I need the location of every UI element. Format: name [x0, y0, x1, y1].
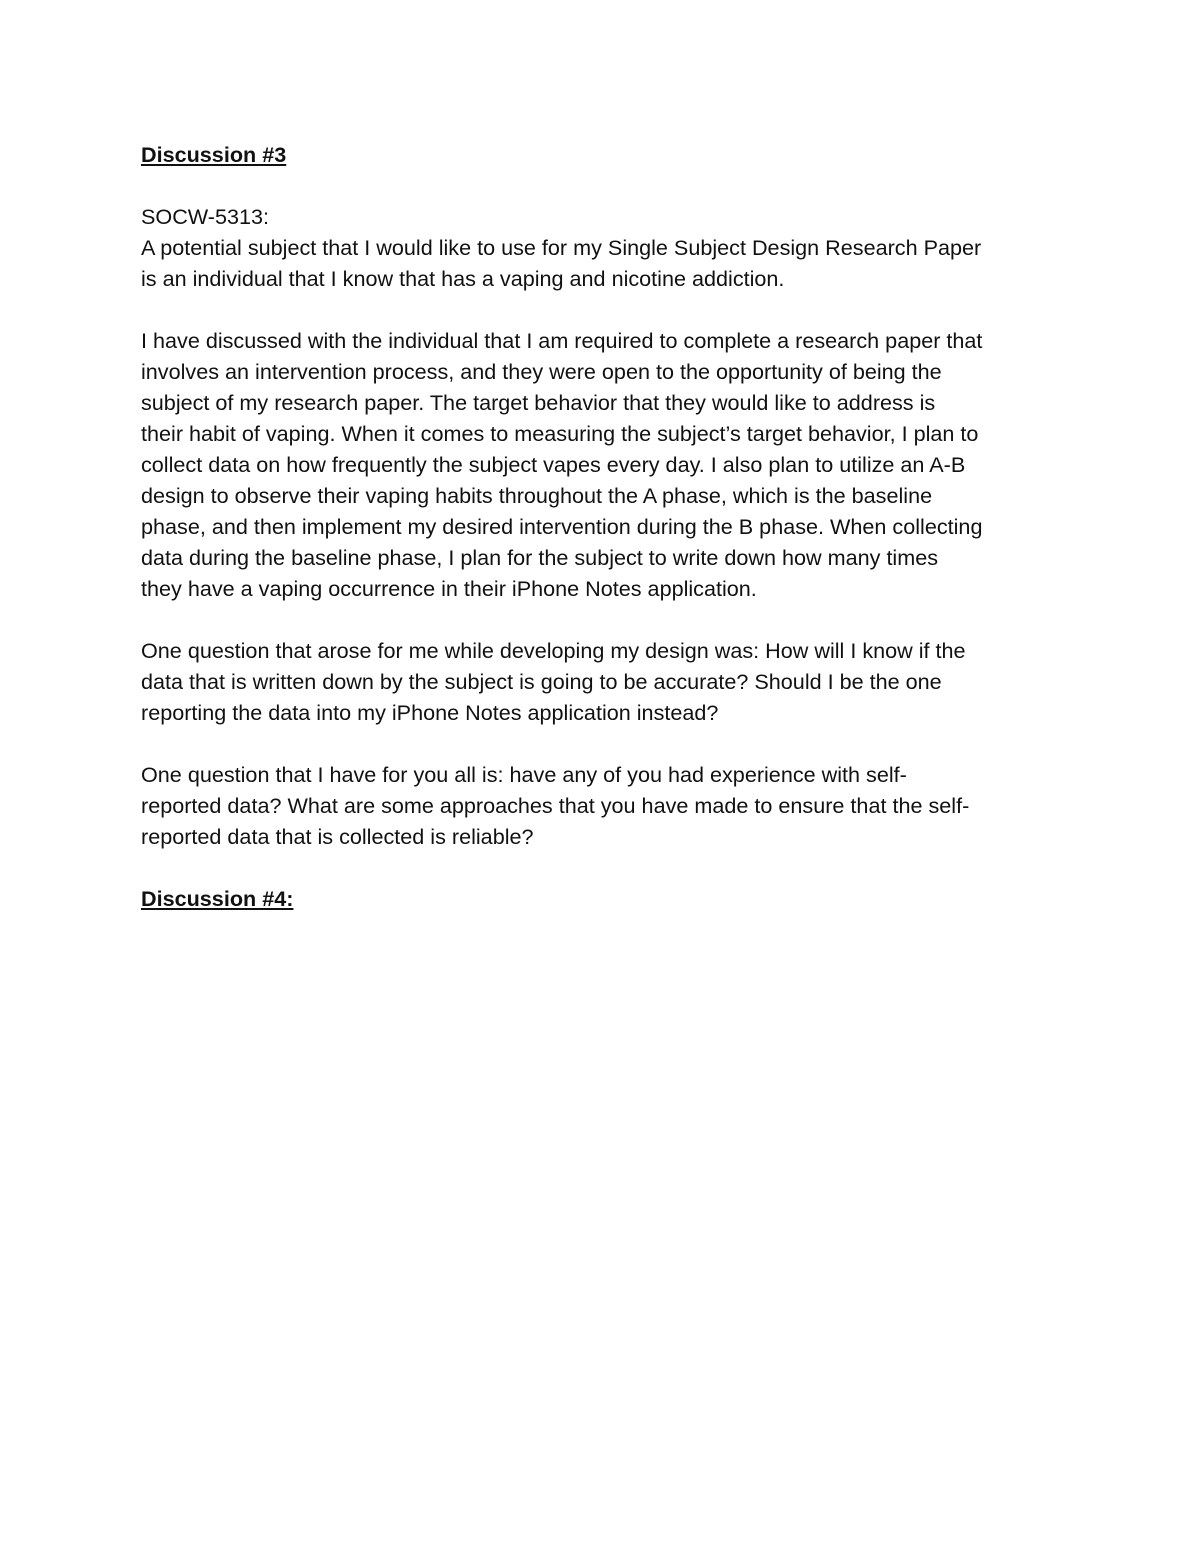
- paragraph-question-accuracy: [141, 635, 1076, 728]
- document-body: [141, 139, 1076, 914]
- heading-discussion-4: Discussion #4:: [141, 886, 294, 911]
- spacer: [141, 604, 1076, 635]
- paragraph-question-self-report: [141, 759, 1076, 852]
- text-line: data during the baseline phase, I plan for the subject to write down how many times: [141, 545, 939, 570]
- text-line: design to observe their vaping habits throughout the A phase, which is the baseline: [141, 483, 933, 508]
- spacer: [141, 170, 1076, 201]
- paragraph-intervention: [141, 325, 1076, 604]
- text-line: involves an intervention process, and they were open to the opportunity of being the: [141, 359, 942, 384]
- text-line: I have discussed with the individual that I am required to complete a research paper that: [141, 328, 983, 353]
- text-line: subject of my research paper. The target behavior that they would like to address is: [141, 390, 936, 415]
- text-line: they have a vaping occurrence in their iPhone Notes application.: [141, 576, 757, 601]
- heading-discussion-3: Discussion #3: [141, 142, 287, 167]
- text-line: is an individual that I know that has a vaping and nicotine addiction.: [141, 266, 785, 291]
- text-line: A potential subject that I would like to use for my Single Subject Design Research Paper: [141, 235, 982, 260]
- text-line: data that is written down by the subject is going to be accurate? Should I be the one: [141, 669, 942, 694]
- spacer: [141, 294, 1076, 325]
- text-line: One question that arose for me while developing my design was: How will I know if the: [141, 638, 966, 663]
- spacer: [141, 852, 1076, 883]
- text-line: their habit of vaping. When it comes to measuring the subject’s target behavior, I plan to: [141, 421, 979, 446]
- text-line: reporting the data into my iPhone Notes application instead?: [141, 700, 719, 725]
- text-line: reported data that is collected is reliable?: [141, 824, 534, 849]
- course-code: SOCW-5313:: [141, 204, 270, 229]
- text-line: phase, and then implement my desired intervention during the B phase. When collecting: [141, 514, 983, 539]
- paragraph-subject: [141, 232, 1076, 294]
- text-line: One question that I have for you all is: have any of you had experience with self-: [141, 762, 907, 787]
- spacer: [141, 728, 1076, 759]
- text-line: collect data on how frequently the subject vapes every day. I also plan to utilize an A-B: [141, 452, 966, 477]
- text-line: reported data? What are some approaches that you have made to ensure that the self-: [141, 793, 970, 818]
